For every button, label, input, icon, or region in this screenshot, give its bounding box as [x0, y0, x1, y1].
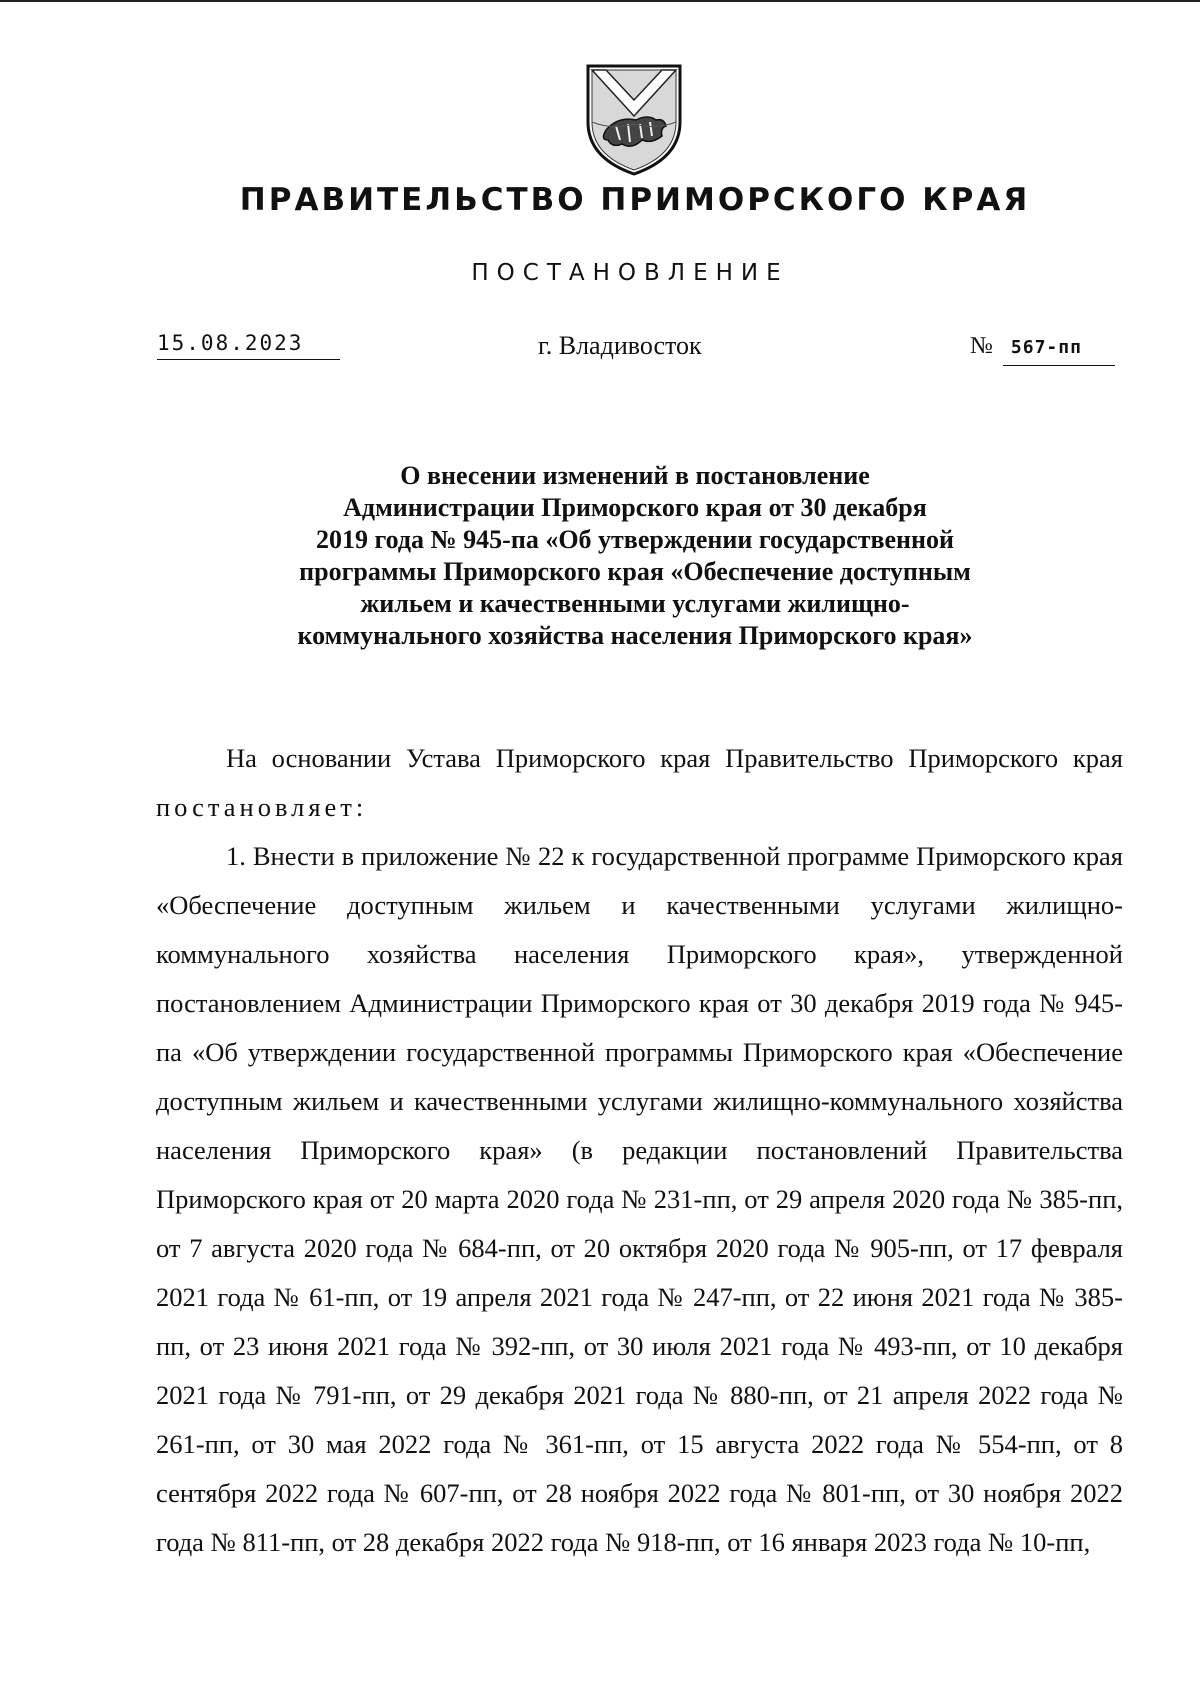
subject-line: О внесении изменений в постановление [400, 461, 870, 490]
coat-of-arms-icon [582, 60, 686, 178]
document-type: ПОСТАНОВЛЕНИЕ [471, 260, 789, 286]
subject-line: коммунального хозяйства населения Приморского края» [297, 621, 973, 650]
number-value: 567-пп [1003, 331, 1115, 366]
document-subject [220, 460, 1050, 652]
preamble-paragraph [156, 734, 1123, 832]
document-number [970, 329, 1115, 366]
preamble-text: На основании Устава Приморского края Правительство Приморского края [226, 743, 1123, 773]
document-body [156, 734, 1123, 1567]
resolves-word: постановляет: [156, 792, 368, 822]
item-1-paragraph: 1. Внести в приложение № 22 к государственной программе Приморского края «Обеспечение доступным жильем и качественными услугами жилищно-коммунального хозяйства населения Приморского края», утвержденной постановлением Администрации Приморского края от 30 декабря 2019 года № 945-па «Об утверждении государственной программы Приморского края «Обеспечение доступным жильем и качественными услугами жилищно-коммунального хозяйства населения Приморского края» (в редакции постановлений Правительства Приморского края от 20 марта 2020 года № 231-пп, от 29 апреля 2020 года № 385-пп, от 7 августа 2020 года № 684-пп, от 20 октября 2020 года № 905-пп, от 17 февраля 2021 года № 61-пп, от 19 апреля 2021 года № 247-пп, от 22 июня 2021 года № 385-пп, от 23 июня 2021 года № 392-пп, от 30 июля 2021 года № 493-пп, от 10 декабря 2021 года № 791-пп, от 29 декабря 2021 года № 880-пп, от 21 апреля 2022 года № 261-пп, от 30 мая 2022 года № 361-пп, от 15 августа 2022 года № 554-пп, от 8 сентября 2022 года № 607-пп, от 28 ноября 2022 года № 801-пп, от 30 ноября 2022 года № 811-пп, от 28 декабря 2022 года № 918-пп, от 16 января 2023 года № 10-пп, [156, 841, 1123, 1557]
scan-top-edge [0, 0, 1200, 2]
subject-line: Администрации Приморского края от 30 декабря [343, 493, 927, 522]
number-sign: № [970, 333, 993, 359]
document-city: г. Владивосток [538, 331, 702, 360]
subject-line: жильем и качественными услугами жилищно- [360, 589, 910, 618]
subject-line: программы Приморского края «Обеспечение доступным [299, 557, 971, 586]
subject-line: 2019 года № 945-па «Об утверждении государственной [315, 525, 954, 554]
government-title: ПРАВИТЕЛЬСТВО ПРИМОРСКОГО КРАЯ [239, 182, 1031, 218]
document-date: 15.08.2023 [157, 329, 340, 360]
